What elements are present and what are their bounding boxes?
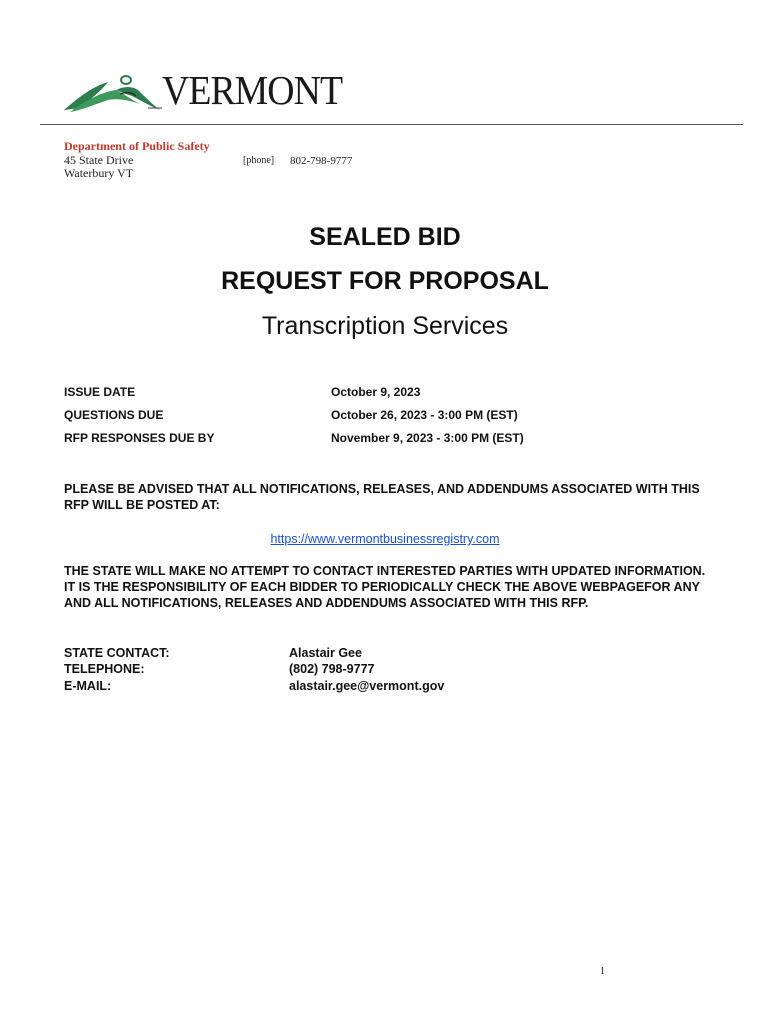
contact-label-name: STATE CONTACT: (64, 646, 170, 660)
phone-label: [phone] (243, 155, 275, 166)
contact-label-email: E-MAIL: (64, 679, 112, 693)
vermont-wordmark: VERMONT (162, 67, 343, 113)
phone-number: 802-798-9777 (290, 155, 353, 167)
date-value-issue: October 9, 2023 (331, 385, 421, 399)
title-request-for-proposal: REQUEST FOR PROPOSAL (221, 267, 549, 295)
date-label-questions: QUESTIONS DUE (64, 408, 164, 422)
business-registry-link[interactable]: https://www.vermontbusinessregistry.com (270, 532, 500, 546)
title-sealed-bid: SEALED BID (309, 223, 461, 251)
date-label-issue: ISSUE DATE (64, 385, 136, 399)
date-value-responses: November 9, 2023 - 3:00 PM (EST) (331, 431, 524, 445)
header-divider (40, 124, 743, 125)
date-label-responses: RFP RESPONSES DUE BY (64, 431, 215, 445)
notice-postings: PLEASE BE ADVISED THAT ALL NOTIFICATIONS, RELEASES, AND ADDENDUMS ASSOCIATED WITH THIS RFP WILL BE POSTED AT: (64, 482, 700, 512)
contact-value-name: Alastair Gee (289, 646, 362, 660)
green-mountains-logo-icon (62, 70, 172, 114)
address-line-2: Waterbury VT (64, 166, 134, 180)
subtitle-service: Transcription Services (261, 312, 509, 340)
contact-value-telephone: (802) 798-9777 (289, 662, 375, 676)
department-name: Department of Public Safety (64, 139, 210, 153)
notice-responsibility: THE STATE WILL MAKE NO ATTEMPT TO CONTACT INTERESTED PARTIES WITH UPDATED INFORMATION. IT IS THE RESPONSIBILITY OF EACH BIDDER TO PERIODICALLY CHECK THE ABOVE WEBPAGEFOR ANY AND ALL NOTIFICATIONS, RELEASES AND ADDENDUMS ASSOCIATED WITH THIS RFP. (64, 564, 706, 610)
address-line-1: 45 State Drive (64, 153, 134, 167)
contact-label-telephone: TELEPHONE: (64, 662, 145, 676)
contact-value-email: alastair.gee@vermont.gov (289, 679, 445, 693)
page-number: 1 (600, 966, 605, 977)
date-value-questions: October 26, 2023 - 3:00 PM (EST) (331, 408, 518, 422)
